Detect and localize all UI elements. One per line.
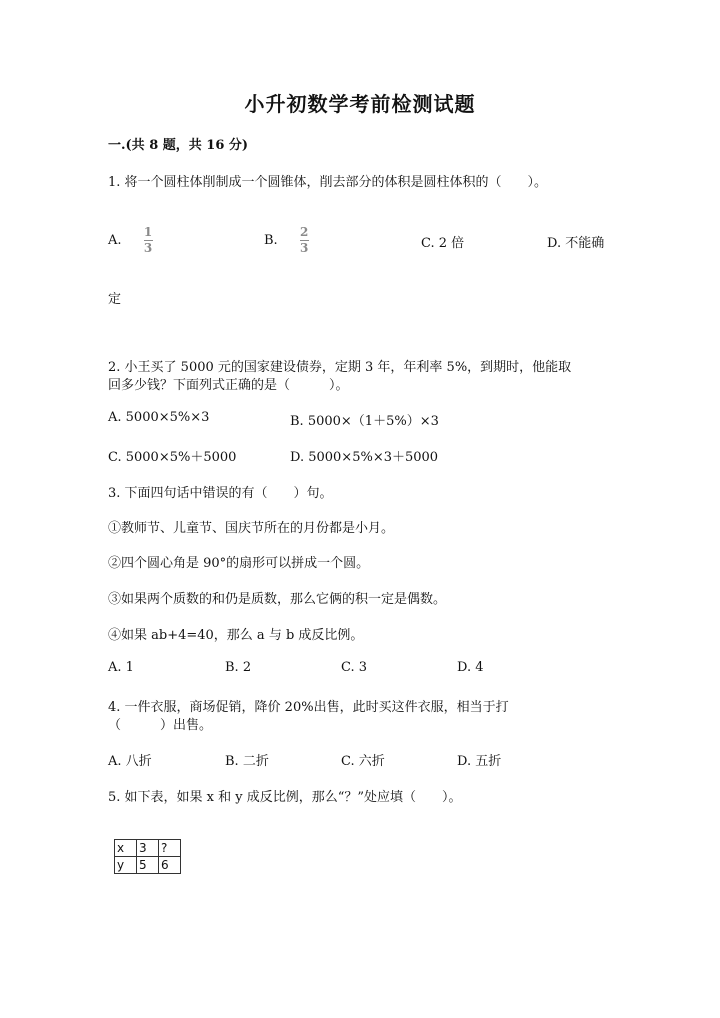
q1-option-c: C. 2 倍 <box>421 236 465 251</box>
q1-option-a-fraction <box>144 226 153 255</box>
q1-option-d: D. 不能确 <box>547 236 605 251</box>
q4-option-c: C. 六折 <box>341 754 385 769</box>
q4-option-d: D. 五折 <box>457 754 502 769</box>
table-cell: x <box>115 840 137 857</box>
q3-option-b: B. 2 <box>225 660 252 675</box>
q4-stem-line1: 4. 一件衣服，商场促销，降价 20%出售，此时买这件衣服，相当于打 <box>108 700 509 715</box>
q1-option-b-label: B. <box>264 233 278 248</box>
q3-statement-2: ②四个圆心角是 90°的扇形可以拼成一个圆。 <box>108 556 370 571</box>
table-cell: 3 <box>137 840 159 857</box>
q1-option-b-numerator: 2 <box>300 225 309 239</box>
table-cell: y <box>115 857 137 874</box>
table-row <box>115 840 181 857</box>
table-row <box>115 857 181 874</box>
q2-option-a: A. 5000×5%×3 <box>108 410 210 425</box>
q2-stem-line1: 2. 小王买了 5000 元的国家建设债券，定期 3 年，年利率 5%，到期时，他能取 <box>108 360 572 375</box>
q3-statement-1: ①教师节、儿童节、国庆节所在的月份都是小月。 <box>108 521 395 536</box>
q2-option-b: B. 5000×（1＋5%）×3 <box>290 414 439 429</box>
q4-stem-line2: （ ）出售。 <box>108 718 213 733</box>
q2-option-c: C. 5000×5%＋5000 <box>108 450 237 465</box>
table-cell: ? <box>159 840 181 857</box>
q5-table-wrapper <box>114 839 181 874</box>
table-cell: 5 <box>137 857 159 874</box>
q3-option-c: C. 3 <box>341 660 368 675</box>
q1-option-b-denominator: 3 <box>300 241 309 255</box>
q1-option-d-continued: 定 <box>108 292 122 307</box>
q1-option-b-fraction <box>300 226 309 255</box>
page-title: 小升初数学考前检测试题 <box>244 92 476 116</box>
q1-option-a-numerator: 1 <box>143 225 153 239</box>
q1-option-a <box>108 226 153 255</box>
q4-option-b: B. 二折 <box>225 754 269 769</box>
q5-stem: 5. 如下表，如果 x 和 y 成反比例，那么“？”处应填（ ）。 <box>108 790 462 805</box>
q1-option-a-denominator: 3 <box>143 241 153 255</box>
q3-option-a: A. 1 <box>108 660 134 675</box>
q3-statement-4: ④如果 ab+4=40，那么 a 与 b 成反比例。 <box>108 628 364 643</box>
q5-xy-table <box>114 839 181 874</box>
q2-option-d: D. 5000×5%×3＋5000 <box>290 450 439 465</box>
q3-option-d: D. 4 <box>457 660 484 675</box>
section-heading: 一.(共 8 题，共 16 分) <box>108 138 249 153</box>
q4-option-a: A. 八折 <box>108 754 152 769</box>
q1-option-a-label: A. <box>108 233 122 248</box>
q1-stem: 1. 将一个圆柱体削制成一个圆锥体，削去部分的体积是圆柱体积的（ ）。 <box>108 175 548 190</box>
table-cell: 6 <box>159 857 181 874</box>
q1-option-b <box>264 226 309 255</box>
q3-statement-3: ③如果两个质数的和仍是质数，那么它俩的积一定是偶数。 <box>108 592 447 607</box>
q2-stem-line2: 回多少钱？下面列式正确的是（ ）。 <box>108 378 349 393</box>
q3-stem: 3. 下面四句话中错误的有（ ）句。 <box>108 486 333 501</box>
